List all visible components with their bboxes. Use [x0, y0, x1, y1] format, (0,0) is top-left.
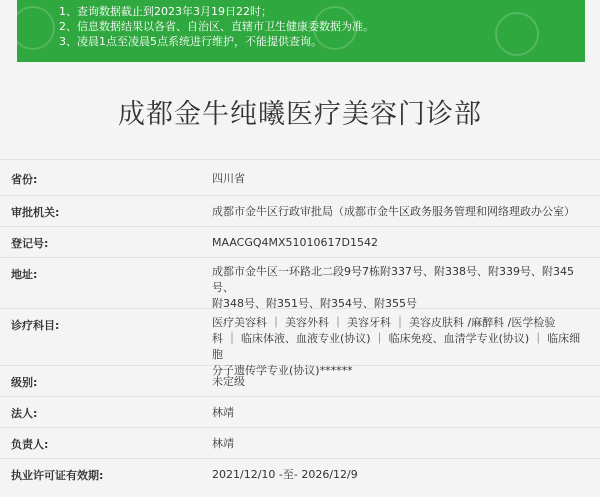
subjects-label: 诊疗科目: [11, 319, 60, 332]
address-value [191, 258, 600, 308]
subjects-value [191, 309, 600, 377]
address-line: 附348号、附351号、附354号、附355号 [212, 297, 417, 310]
table-row-province [0, 159, 600, 195]
reg-no-value: MAACGQ4MX51010617D1542 [212, 236, 378, 249]
notice-line: 1、查询数据截止到2023年3月19日22时； [59, 5, 272, 18]
license-validity-value: 2021/12/10 -至- 2026/12/9 [212, 468, 358, 481]
address-line: 成都市金牛区一环路北二段9号7栋附337号、附338号、附339号、附345号、 [212, 265, 574, 294]
table-row-address [0, 257, 600, 308]
legal-person-value: 林靖 [212, 406, 234, 419]
authority-value: 成都市金牛区行政审批局（成都市金牛区政务服务管理和网络理政办公室） [212, 205, 575, 218]
table-row-authority [0, 195, 600, 226]
level-label: 级别: [11, 376, 38, 389]
table-row-license-validity [0, 458, 600, 489]
watermark-logo-icon [17, 6, 55, 50]
table-row-person-in-charge [0, 427, 600, 458]
table-row-subjects [0, 308, 600, 377]
authority-label: 审批机关: [11, 206, 60, 219]
table-row-level [0, 365, 600, 396]
legal-person-label: 法人: [11, 407, 38, 420]
table-row-reg-no [0, 226, 600, 257]
table-row-legal-person [0, 396, 600, 427]
watermark-logo-icon [313, 6, 357, 50]
license-validity-label: 执业许可证有效期: [11, 469, 104, 482]
level-value: 未定级 [212, 375, 245, 388]
address-label: 地址: [11, 268, 38, 281]
subjects-line: 医疗美容科 ｜ 美容外科 ｜ 美容牙科 ｜ 美容皮肤科 /麻醉科 /医学检验 [212, 316, 556, 329]
province-label: 省份: [11, 173, 38, 186]
notice-line: 2、信息数据结果以各省、自治区、直辖市卫生健康委数据为准。 [59, 20, 374, 33]
subjects-line: 科 ｜ 临床体液、血液专业(协议) ｜ 临床免疫、血清学专业(协议) ｜ 临床细胞 [212, 332, 581, 361]
person-in-charge-label: 负责人: [11, 438, 49, 451]
watermark-logo-icon [495, 12, 539, 56]
notice-banner [17, 0, 585, 62]
subjects-line: 分子遗传学专业(协议)****** [212, 364, 353, 377]
person-in-charge-value: 林靖 [212, 437, 234, 450]
info-table [0, 159, 600, 489]
page-title: 成都金牛纯曦医疗美容门诊部 [118, 99, 482, 130]
province-value: 四川省 [212, 172, 245, 185]
notice-line: 3、凌晨1点至凌晨5点系统进行维护，不能提供查询。 [59, 35, 322, 48]
reg-no-label: 登记号: [11, 237, 49, 250]
